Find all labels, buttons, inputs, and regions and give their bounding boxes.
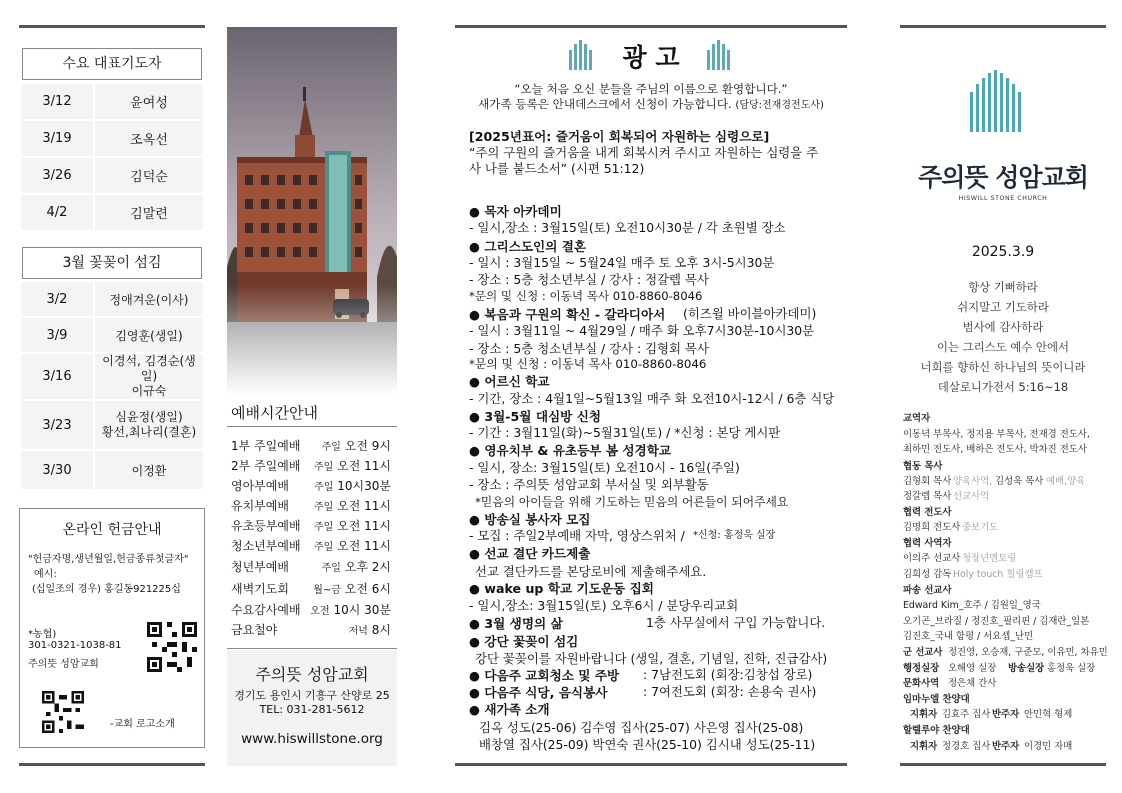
prayer-name: 김말련 — [94, 194, 204, 231]
church-name: 주의뜻 성암교회 — [255, 665, 369, 684]
announcement-line: 김옥 성도(25-06) 김수영 집사(25-07) 사은영 집사(25-08) — [479, 720, 804, 735]
flower-date: 3/23 — [20, 400, 94, 450]
announcement-line: - 일시,장소 : 3월15일(토) 오전10시30분 / 각 초원별 장소 — [469, 220, 786, 235]
table-row — [20, 317, 204, 353]
service-name: 유치부예배 — [231, 499, 289, 513]
church-logo-icon — [968, 70, 1028, 132]
announcement-line: - 기간 : 3월11일(화)~5월31일(토) / *신청 : 본당 게시판 — [469, 425, 781, 440]
service-hour: 오전 6시 — [344, 582, 391, 596]
announcement-heading: ● wake up 학교 기도운동 집회 — [469, 581, 654, 596]
announcement-heading: ● 강단 꽃꽂이 섬김 — [469, 634, 579, 649]
announcement-line: - 장소 : 5층 청소년부실 / 강사 : 정갈렙 목사 — [469, 272, 709, 287]
pillar-right-icon — [705, 38, 735, 70]
announcement-line: - 장소 : 주의뜻 성암교회 부서실 및 외부활동 — [469, 477, 709, 492]
service-hour: 오전 11시 — [337, 539, 391, 553]
offering-title: 온라인 헌금안내 — [62, 522, 162, 538]
church-photo-graphic — [227, 27, 397, 395]
staff-entry: 중보기도 — [962, 522, 999, 533]
announcement-heading: ● 그리스도인의 결혼 — [469, 239, 587, 254]
staff-entry: 청장년멘토링 — [962, 553, 1017, 564]
service-day: 주일 — [321, 442, 341, 453]
church-building-photo — [227, 27, 397, 395]
church-address: 경기도 용인시 기흥구 산양로 25 — [234, 689, 390, 702]
flower-name-line: 이규숙 — [131, 384, 167, 398]
service-name: 청소년부예배 — [231, 539, 301, 553]
table-row — [20, 450, 204, 490]
welcome-registration: 새가족 등록은 안내데스크에서 신청이 가능합니다. — [478, 97, 732, 111]
staff-entry: 이의주 선교사 — [903, 553, 961, 564]
service-time — [310, 601, 391, 618]
staff-heading: 방송실장 — [1008, 663, 1045, 674]
logo-qr-code[interactable] — [42, 691, 84, 733]
middle-left-column — [227, 27, 397, 766]
announcement-line: (히즈윌 바이블아카데미) — [683, 306, 817, 321]
announcement-heading: ● 새가족 소개 — [469, 702, 550, 717]
announcement-heading: ● 목자 아카데미 — [469, 204, 562, 219]
left-column — [19, 0, 205, 793]
announcement-heading: ● 3월 생명의 삶 — [469, 616, 563, 631]
table-row — [20, 120, 204, 157]
staff-entry: 오기곤_브라질 / 정진호_필리핀 / 김재란_일본 — [903, 616, 1090, 627]
service-day: 주일 — [314, 482, 334, 493]
staff-entry: 정갈렙 목사 — [903, 491, 952, 502]
service-day: 월~금 — [313, 585, 341, 596]
announcement-heading: ● 다음주 교회청소 및 주방 — [469, 668, 620, 683]
service-hour: 오전 11시 — [337, 499, 391, 513]
service-time — [314, 517, 391, 534]
staff-heading: 반주자 — [992, 709, 1020, 720]
verse-line: 너희를 향하신 하나님의 뜻이니라 — [920, 360, 1086, 374]
flower-name-line: 김영훈(생일) — [115, 328, 183, 343]
staff-heading: 지휘자 — [910, 709, 938, 720]
motto-line-1: “주의 구원의 즐거움을 내게 회복시켜 주시고 자원하는 심령을 주 — [469, 145, 819, 160]
staff-entry: 양육사역, — [953, 476, 993, 487]
service-hour: 8시 — [371, 623, 391, 637]
table-row — [20, 83, 204, 120]
announcement-line: - 기간, 장소 : 4월1일~5월13일 매주 화 오전10시-12시 / 6층 식당 — [469, 391, 835, 406]
welcome-note: (담당:전재경전도사) — [735, 100, 824, 111]
flower-names — [94, 281, 204, 317]
flower-title: 3월 꽃꽂이 섬김 — [22, 247, 202, 279]
prayer-date: 3/26 — [20, 157, 94, 194]
flower-name-line: 황선,최나리(결혼) — [101, 425, 197, 439]
staff-entry: 김효주 집사 — [942, 709, 991, 720]
prayer-date: 3/12 — [20, 83, 94, 120]
staff-heading: 할렐루야 찬양대 — [903, 725, 970, 736]
pillar-left-icon — [567, 38, 597, 70]
staff-heading: 지휘자 — [910, 741, 938, 752]
service-title-rule — [227, 426, 397, 427]
service-name: 수요감사예배 — [231, 603, 301, 617]
announcement-line: *문의 및 신청 : 이동녁 목사 010-8860-8046 — [469, 357, 707, 371]
staff-entry: 정경호 집사 — [942, 741, 991, 752]
announcement-line: : 7여전도회 (회장: 손용숙 권사) — [643, 684, 817, 699]
announcement-heading: ● 복음과 구원의 확신 - 갈라디아서 — [469, 307, 666, 322]
prayer-name: 김덕순 — [94, 157, 204, 194]
service-name: 유초등부예배 — [231, 519, 301, 533]
welcome-line-2 — [455, 96, 847, 112]
announcement-heading: ● 3월-5월 대심방 신청 — [469, 409, 602, 424]
staff-entry: 이경민 자매 — [1024, 741, 1073, 752]
cover-church-en: HISWILL STONE CHURCH — [958, 195, 1048, 202]
flower-date: 3/2 — [20, 281, 94, 317]
service-name: 1부 주일예배 — [231, 439, 301, 453]
account-qr-code[interactable] — [147, 622, 197, 672]
service-time — [314, 537, 391, 554]
announcement-line: *믿음의 아이들을 위해 기도하는 믿음의 어른들이 되어주세요 — [475, 495, 789, 509]
staff-entry: 선교사역 — [953, 491, 990, 502]
flower-names — [94, 317, 204, 353]
announcement-heading: ● 방송실 봉사자 모집 — [469, 512, 591, 527]
service-day: 주일 — [321, 563, 341, 574]
service-name: 금요철야 — [231, 623, 278, 637]
offering-note: "헌금자명,생년월일,헌금종류첫글자" — [28, 554, 189, 565]
service-day: 주일 — [313, 542, 334, 553]
bank-name: *농협) — [28, 629, 57, 640]
flower-date: 3/30 — [20, 450, 94, 490]
announcement-line: - 장소 : 5층 청소년부실 / 강사 : 김형회 목사 — [469, 341, 709, 356]
announcement-title: 광 고 — [622, 43, 680, 72]
flower-table — [19, 280, 205, 491]
staff-heading: 문화사역 — [903, 678, 940, 689]
account-number: 301-0321-1038-81 — [28, 640, 122, 651]
staff-entry: 이동녁 부목사, 정지용 부목사, 전재경 전도사, — [903, 429, 1090, 440]
table-row — [20, 194, 204, 231]
service-time — [313, 580, 391, 597]
cover-church-name: 주의뜻 성암교회 — [918, 163, 1088, 192]
announcement-line: - 일시 : 3월11일 ~ 4월29일 / 매주 화 오후7시30분-10시30분 — [469, 323, 815, 338]
announcement-heading: ● 선교 결단 카드제출 — [469, 546, 591, 561]
service-day: 오전 — [310, 606, 330, 617]
offering-example: (십일조의 경우) 홍길동921225십 — [32, 584, 181, 595]
announcement-line: 1층 사무실에서 구입 가능합니다. — [646, 615, 826, 630]
service-time — [322, 437, 391, 454]
staff-entry: 정진영, 오승재, 구준모, 이유민, 차유민 — [948, 647, 1108, 658]
flower-name-line: 이경석, 김경순(생일) — [102, 354, 196, 383]
announcement-line: - 일시,장소: 3월15일(토) 오후6시 / 분당우리교회 — [469, 598, 739, 613]
announcement-line: : 7남전도회 (회장:김창섭 장로) — [643, 667, 813, 682]
service-hour: 10시 30분 — [333, 603, 391, 617]
flower-name-line: 이정환 — [131, 463, 167, 478]
prayer-name: 윤여성 — [94, 83, 204, 120]
staff-heading: 교역자 — [903, 413, 931, 424]
service-time — [349, 621, 391, 638]
verse-line: 쉬지말고 기도하라 — [957, 300, 1049, 314]
prayer-title: 수요 대표기도자 — [22, 48, 202, 80]
announcement-line: 배창열 집사(25-09) 박연숙 권사(25-10) 김시내 성도(25-11) — [479, 737, 816, 752]
staff-entry: 오해영 실장 — [948, 663, 997, 674]
prayer-date: 4/2 — [20, 194, 94, 231]
service-day: 저녁 — [348, 626, 368, 637]
table-row — [20, 400, 204, 450]
table-row — [20, 157, 204, 194]
announcement-line: *문의 및 신청 : 이동녁 목사 010-8860-8046 — [469, 289, 703, 303]
staff-entry: Holy touch 힐링캠프 — [953, 569, 1043, 580]
flower-names — [94, 353, 204, 400]
service-hour: 오전 11시 — [337, 459, 391, 473]
staff-entry: 김진호_국내 함평 / 서요셉_난민 — [903, 631, 1034, 642]
service-name: 2부 주일예배 — [231, 459, 301, 473]
church-website[interactable]: www.hiswillstone.org — [241, 731, 383, 747]
staff-entry: 김성욱 목사 — [995, 476, 1044, 487]
cover-date: 2025.3.9 — [971, 244, 1035, 260]
table-row — [20, 281, 204, 317]
flower-names — [94, 400, 204, 450]
service-hour: 10시30분 — [337, 479, 391, 493]
welcome-line-1: “오늘 처음 오신 분들을 주님의 이름으로 환영합니다.” — [514, 82, 788, 96]
flower-name-line: 심윤정(생일) — [115, 410, 183, 424]
service-hour: 오후 2시 — [344, 560, 391, 574]
announcements-column — [455, 0, 847, 793]
flower-name-line: 정애겨운(이사) — [109, 292, 189, 307]
staff-entry: Edward Kim_호주 / 김원일_영국 — [903, 600, 1041, 611]
announcement-line: 강단 꽃꽂이를 자원바랍니다 (생일, 결혼, 기념일, 진학, 진급감사) — [475, 651, 828, 666]
announcement-heading: ● 어르신 학교 — [469, 374, 550, 389]
logo-intro-label: -교회 로고소개 — [110, 719, 175, 730]
announcement-line: - 일시, 장소: 3월15일(토) 오전10시 - 16일(주일) — [469, 460, 740, 475]
offering-example-label: 예시: — [34, 569, 57, 580]
motto-title: [2025년표어: 즐거움이 회복되어 자원하는 심령으로] — [469, 129, 770, 144]
staff-entry: 김명희 전도사 — [903, 522, 961, 533]
staff-entry: 최하민 전도사, 배하은 전도사, 박차진 전도사 — [903, 444, 1087, 455]
service-day: 주일 — [313, 502, 334, 513]
staff-heading: 행정실장 — [903, 663, 940, 674]
table-row — [20, 353, 204, 400]
service-time — [314, 497, 391, 514]
service-day: 주일 — [313, 462, 334, 473]
service-day: 주일 — [313, 522, 334, 533]
account-holder: 주의뜻 성암교회 — [28, 659, 99, 670]
service-title: 예배시간안내 — [231, 404, 318, 422]
staff-heading: 임마누엘 찬양대 — [903, 694, 970, 705]
staff-entry: 예배,양육 — [1046, 476, 1086, 487]
service-time — [322, 558, 391, 575]
staff-heading: 반주자 — [992, 741, 1020, 752]
service-hour: 오전 11시 — [337, 519, 391, 533]
staff-entry: 김희성 감독 — [903, 569, 952, 580]
service-name: 새벽기도회 — [231, 582, 289, 596]
staff-heading: 군 선교사 — [903, 647, 943, 658]
announcement-line: 선교 결단카드를 본당로비에 제출해주세요. — [475, 564, 707, 579]
verse-line: 범사에 감사하라 — [962, 320, 1044, 334]
service-time — [314, 477, 391, 494]
staff-entry: 안민혁 형제 — [1024, 709, 1073, 720]
staff-heading: 협력 사역자 — [903, 538, 952, 549]
motto-line-2: 사 나를 붙드소서” (시편 51:12) — [469, 161, 645, 176]
prayer-name: 조옥선 — [94, 120, 204, 157]
cover-column — [900, 0, 1106, 793]
staff-entry: 김형회 목사 — [903, 476, 952, 487]
staff-entry: 정은채 간사 — [948, 678, 997, 689]
flower-names — [94, 450, 204, 490]
staff-heading: 협력 전도사 — [903, 507, 952, 518]
service-name: 청년부예배 — [231, 560, 289, 574]
staff-entry: 홍정욱 실장 — [1047, 663, 1096, 674]
service-hour: 오전 9시 — [344, 439, 391, 453]
service-time — [314, 457, 391, 474]
verse-line: 데살로니가전서 5:16~18 — [937, 380, 1069, 394]
service-name: 영아부예배 — [231, 479, 289, 493]
announcement-line: - 일시 : 3월15일 ~ 5월24일 매주 토 오후 3시-5시30분 — [469, 255, 775, 270]
prayer-date: 3/19 — [20, 120, 94, 157]
announcement-line: *신청: 홍정욱 실장 — [693, 530, 776, 541]
flower-date: 3/9 — [20, 317, 94, 353]
announcement-line: - 모집 : 주일2부예배 자막, 영상스위처 / — [469, 528, 685, 543]
flower-date: 3/16 — [20, 353, 94, 400]
prayer-table — [19, 82, 205, 232]
church-info-rule — [227, 648, 397, 649]
verse-line: 이는 그리스도 예수 안에서 — [937, 340, 1069, 354]
church-tel: TEL: 031-281-5612 — [259, 703, 365, 716]
announcement-heading: ● 영유치부 & 유초등부 봄 성경학교 — [469, 443, 672, 458]
verse-line: 항상 기뻐하라 — [968, 280, 1038, 294]
staff-heading: 협동 목사 — [903, 461, 943, 472]
announcement-heading: ● 다음주 식당, 음식봉사 — [469, 685, 608, 700]
online-offering-box — [19, 508, 205, 748]
staff-heading: 파송 선교사 — [903, 585, 952, 596]
